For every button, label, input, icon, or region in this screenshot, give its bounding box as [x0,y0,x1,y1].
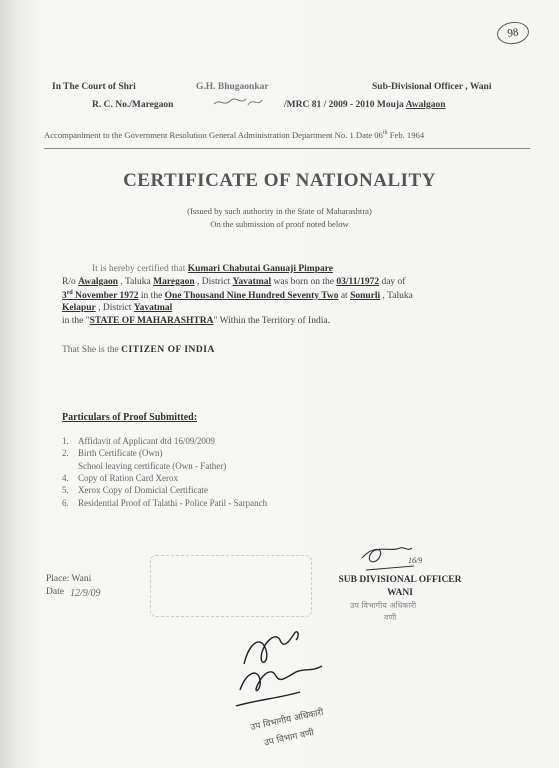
accompaniment-note: Accompaniment to the Government Resolution General Administration Department No. 1 Date 06th Feb. 1964 [44,130,425,140]
proof-item-number: 1. [62,436,69,446]
officer-stamp-line-2: वणी [384,613,397,622]
proof-item-text: Affidavit of Applicant dtd 16/09/2009 [78,436,215,446]
proof-item-number: 5. [62,485,69,496]
signature-date: 16/9 [408,556,423,565]
court-prefix: In The Court of Shri [52,82,136,92]
svg-text:उप विभागीय अधिकारी: उप विभागीय अधिकारी [249,707,325,734]
proof-item-number: 4. [62,472,69,483]
certificate-title: CERTIFICATE OF NATIONALITY [123,170,436,191]
date-value: 12/9/09 [70,588,101,599]
mouja-name: Awalgaon [405,100,446,110]
svg-text:उप विभाग वणी: उप विभाग वणी [263,728,315,749]
subtitle-line-2: On the submission of proof noted below [210,219,349,229]
body-line-3: 3rd November 1972 in the One Thousand Nine Hundred Seventy Two at Sonurli , Taluka [62,290,413,302]
place-label: Place: Wani [46,574,92,584]
proof-item-text: School leaving certificate (Own - Father) [78,460,227,471]
proof-item-number: 2. [62,448,69,459]
second-signature [236,632,322,706]
subtitle-line-1: (Issued by such authority in the State of Maharashtra) [187,206,372,216]
body-line-4: Kelapur , District Yavatmal [62,303,173,313]
date-label: Date [46,587,64,597]
proof-item-text: Xerox Copy of Domicial Certificate [78,485,208,496]
applicant-name: Kumari Chabutai Ganuaji Pimpare [187,264,334,274]
rc-number-label: R. C. No./Maregaon [92,100,174,110]
state-name: STATE OF MAHARASHTRA [89,316,214,326]
rc-number-suffix: /MRC 81 / 2009 - 2010 Mouja Awalgaon [284,100,446,110]
officer-name: G.H. Bhugaonkar [196,82,269,92]
body-line-5: in the "STATE OF MAHARASHTRA" Within the Territory of India. [62,316,330,326]
date-of-birth: 03/11/1972 [336,277,380,287]
citizen-declaration: That She is the CITIZEN OF INDIA [62,345,215,355]
proof-item-text: Copy of Ration Card Xerox [78,472,178,483]
proof-item-text: Residential Proof of Talathi - Police Patil - Sarpanch [78,497,268,508]
proof-item-text: Birth Certificate (Own) [78,448,163,459]
proof-item-number: 6. [62,497,69,508]
officer-signature [362,548,414,570]
officer-title: SUB DIVISIONAL OFFICER [338,575,462,585]
officer-stamp-line-1: उप विभागीय अधिकारी [350,601,417,610]
rotated-stamp [249,706,329,751]
page-number: 98 [496,20,531,46]
body-line-2: R/o Awalgaon , Taluka Maregaon , District Yavatmal was born on the 03/11/1972 day of [62,277,406,287]
body-line-1: It is hereby certified that Kumari Chabutai Ganuaji Pimpare [92,264,334,274]
officer-place: WANI [387,588,413,598]
proof-heading: Particulars of Proof Submitted: [62,412,198,423]
designation: Sub-Divisional Officer , Wani [372,82,492,92]
